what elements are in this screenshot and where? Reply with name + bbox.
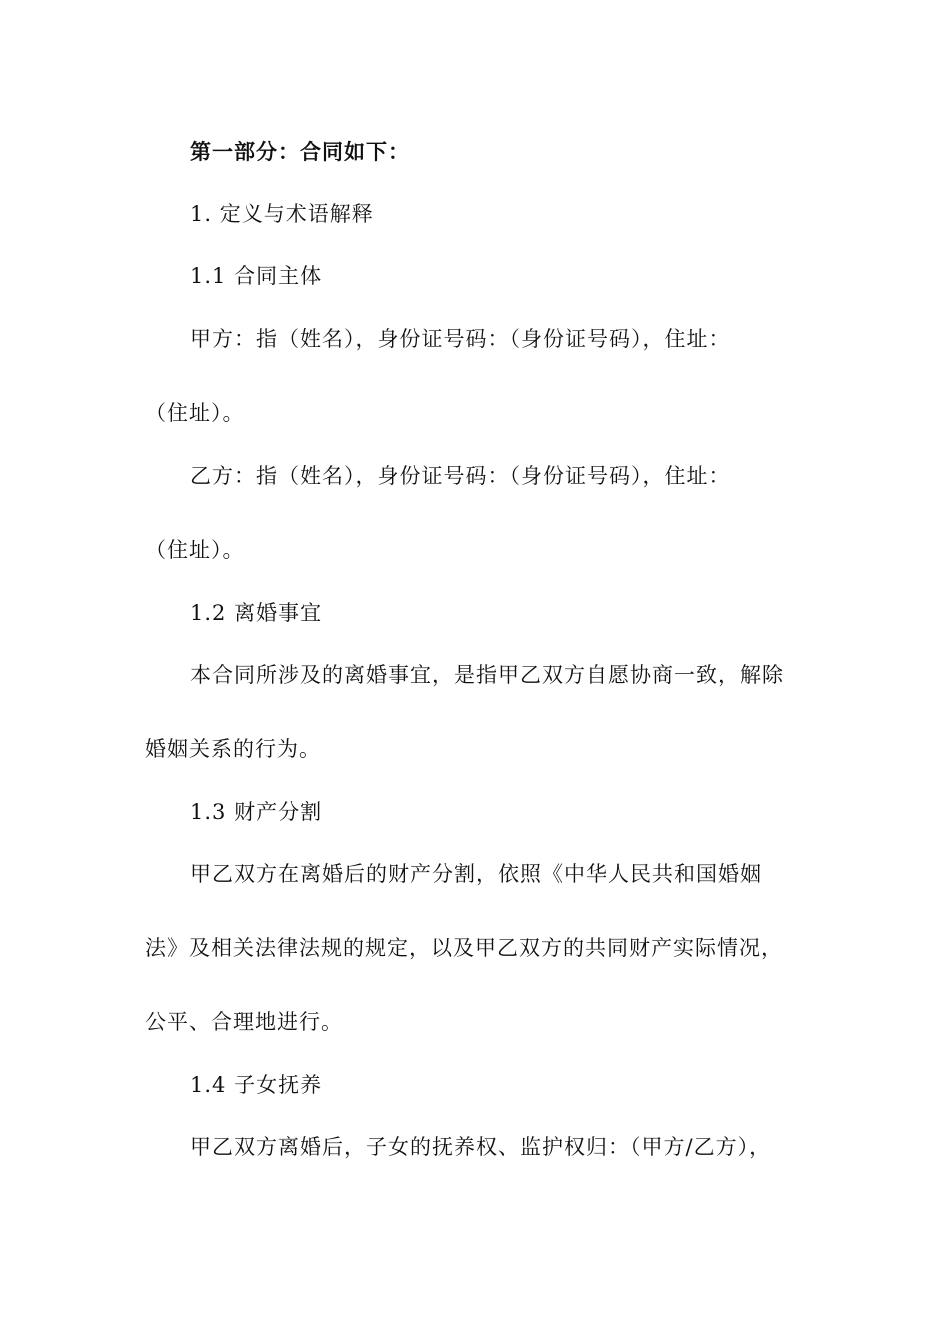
- subsection-1-3-title: 1.3 财产分割: [190, 800, 323, 824]
- section-heading: 第一部分：合同如下：: [190, 139, 410, 164]
- property-division-line-3: 公平、合理地进行。: [145, 1010, 343, 1034]
- property-division-line-2: 法》及相关法律法规的规定，以及甲乙双方的共同财产实际情况，: [145, 936, 783, 960]
- child-custody-line-1: 甲乙双方离婚后，子女的抚养权、监护权归：（甲方/乙方），: [190, 1135, 772, 1159]
- divorce-matters-line-2: 婚姻关系的行为。: [145, 737, 321, 761]
- divorce-matters-line-1: 本合同所涉及的离婚事宜，是指甲乙双方自愿协商一致，解除: [190, 663, 784, 687]
- section-1-title: 1. 定义与术语解释: [190, 202, 374, 226]
- party-b-line-2: （住址）。: [145, 538, 245, 562]
- property-division-line-1: 甲乙双方在离婚后的财产分割，依照《中华人民共和国婚姻: [190, 862, 762, 886]
- subsection-1-1-title: 1.1 合同主体: [190, 264, 323, 288]
- subsection-1-4-title: 1.4 子女抚养: [190, 1073, 323, 1097]
- party-b-line-1: 乙方：指（姓名），身份证号码：（身份证号码），住址：: [190, 464, 731, 488]
- party-a-line-2: （住址）。: [145, 401, 245, 425]
- subsection-1-2-title: 1.2 离婚事宜: [190, 601, 323, 625]
- party-a-line-1: 甲方：指（姓名），身份证号码：（身份证号码），住址：: [190, 327, 731, 351]
